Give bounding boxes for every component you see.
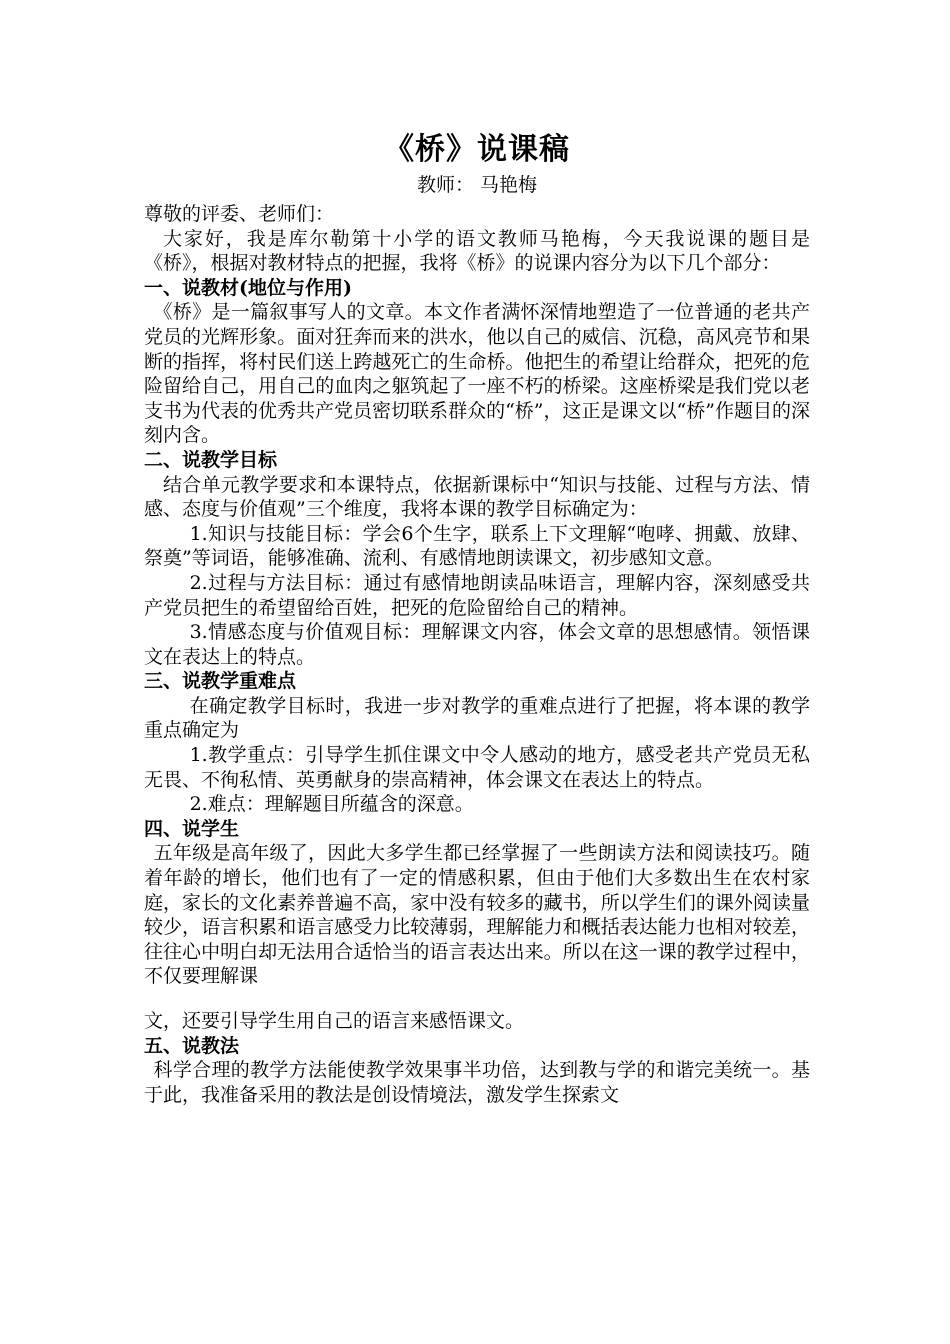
goal-item-process: 2.过程与方法目标：通过有感情地朗读品味语言，理解内容，深刻感受共产党员把生的希望留给百姓，把死的危险留给自己的精神。 xyxy=(144,571,810,619)
paragraph-goals-intro: 结合单元教学要求和本课特点，依据新课标中“知识与技能、过程与方法、情感、态度与价值观”三个维度，我将本课的教学目标确定为： xyxy=(144,473,810,521)
paragraph-students: 五年级是高年级了，因此大多学生都已经掌握了一些朗读方法和阅读技巧。随着年龄的增长，他们也有了一定的情感积累，但由于他们大多数出生在农村家庭，家长的文化素养普遍不高，家中没有较多的藏书，所以学生们的课外阅读量较少，语言积累和语言感受力比较薄弱，理解能力和概括表达能力也相对较差，往往心中明白却无法用合适恰当的语言表达出来。所以在这一课的教学过程中，不仅要理解课 xyxy=(144,842,810,988)
document-page xyxy=(144,128,810,1107)
goal-item-knowledge: 1.知识与技能目标：学会6个生字，联系上下文理解“咆哮、拥戴、放肆、祭奠”等词语，能够准确、流利、有感情地朗读课文，初步感知文意。 xyxy=(144,522,810,570)
document-title: 《桥》说课稿 xyxy=(384,132,570,167)
section-heading-students: 四、说学生 xyxy=(144,817,240,840)
section-heading-teaching-goals: 二、说教学目标 xyxy=(144,448,278,471)
intro-paragraph: 大家好，我是库尔勒第十小学的语文教师马艳梅，今天我说课的题目是《桥》，根据对教材特点的把握，我将《桥》的说课内容分为以下几个部分： xyxy=(144,227,810,275)
section-heading-teaching-material: 一、说教材(地位与作用) xyxy=(144,276,352,299)
paragraph-students-continued: 文，还要引导学生用自己的语言来感悟课文。 xyxy=(144,1010,525,1032)
key-point-item: 1.教学重点：引导学生抓住课文中令人感动的地方，感受老共产党员无私无畏、不徇私情、英勇献身的崇高精神，体会课文在表达上的特点。 xyxy=(144,744,810,791)
difficulty-item: 2.难点：理解题目所蕴含的深意。 xyxy=(189,793,474,816)
section-heading-teaching-methods: 五、说教法 xyxy=(144,1034,240,1057)
section-heading-key-points: 三、说教学重难点 xyxy=(144,670,297,693)
goal-item-emotion: 3.情感态度与价值观目标：理解课文内容，体会文章的思想感情。领悟课文在表达上的特点。 xyxy=(144,621,810,668)
paragraph-methods: 科学合理的教学方法能使教学效果事半功倍，达到教与学的和谐完美统一。基于此，我准备采用的教法是创设情境法，激发学生探索文 xyxy=(144,1059,810,1106)
paragraph-key-points-intro: 在确定教学目标时，我进一步对教学的重难点进行了把握，将本课的教学重点确定为 xyxy=(144,694,810,742)
salutation: 尊敬的评委、老师们： xyxy=(144,203,335,225)
teacher-name: 教师： 马艳梅 xyxy=(416,174,538,196)
paragraph-material: 《桥》是一篇叙事写人的文章。本文作者满怀深情地塑造了一位普通的老共产党员的光辉形象。面对狂奔而来的洪水，他以自己的威信、沉稳，高风亮节和果断的指挥，将村民们送上跨越死亡的生命桥。他把生的希望让给群众，把死的危险留给自己，用自己的血肉之躯筑起了一座不朽的桥梁。这座桥梁是我们党以老支书为代表的优秀共产党员密切联系群众的“桥”，这正是课文以“桥”作题目的深刻内含。 xyxy=(144,301,810,447)
